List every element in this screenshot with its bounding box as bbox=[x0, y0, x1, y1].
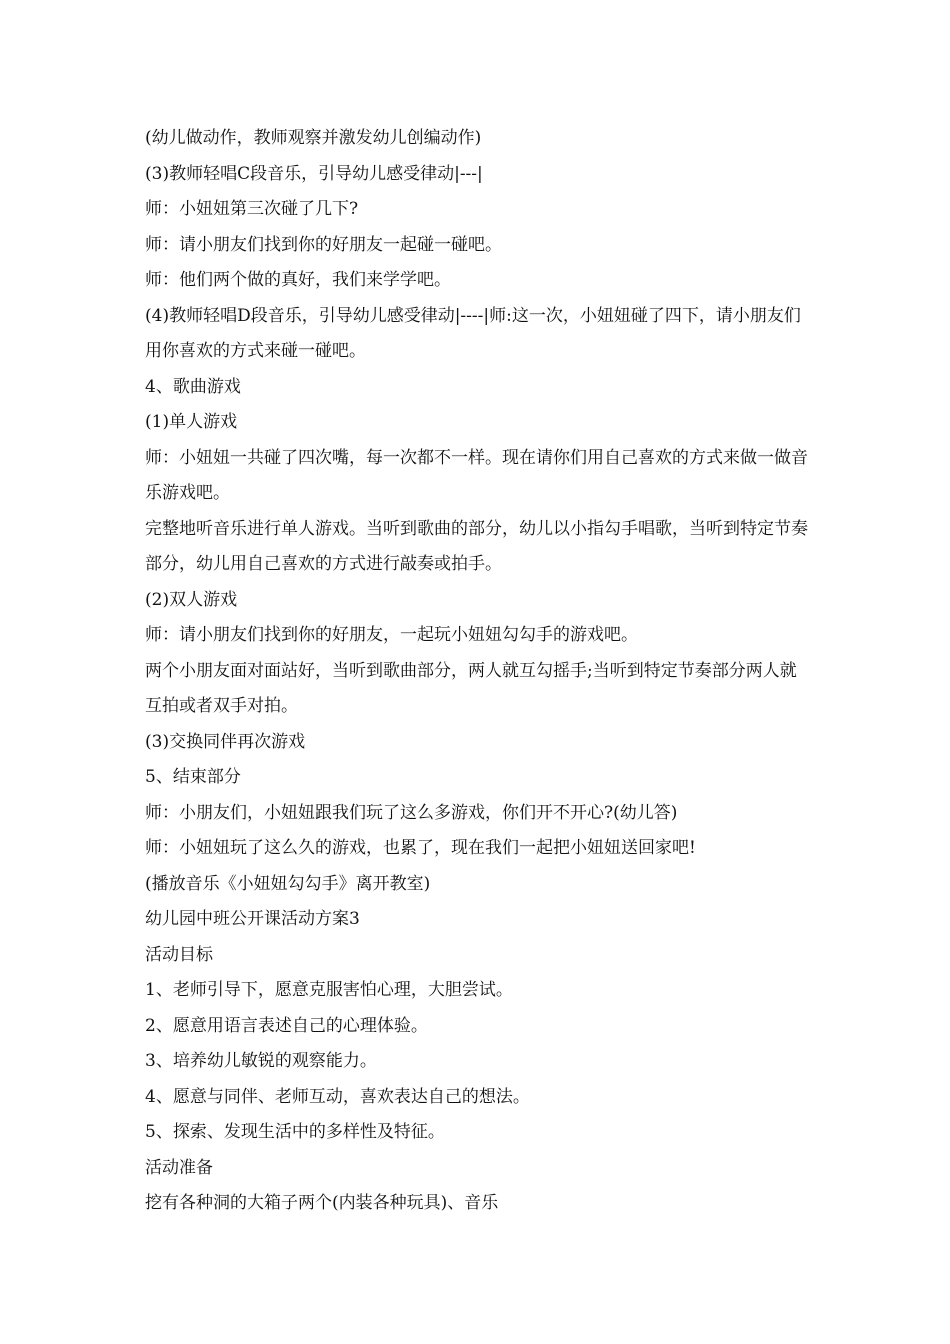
paragraph: 师：他们两个做的真好，我们来学学吧。 bbox=[145, 270, 451, 290]
paragraph: 师：请小朋友们找到你的好朋友，一起玩小妞妞勾勾手的游戏吧。 bbox=[145, 625, 638, 645]
paragraph: (3)教师轻唱C段音乐，引导幼儿感受律动|---| bbox=[145, 163, 483, 184]
subsection-heading: (1)单人游戏 bbox=[145, 412, 238, 432]
list-item: 2、愿意用语言表述自己的心理体验。 bbox=[145, 1015, 428, 1036]
document-title: 幼儿园中班公开课活动方案3 bbox=[145, 909, 360, 929]
section-heading: 5、结束部分 bbox=[145, 767, 241, 787]
section-heading: 4、歌曲游戏 bbox=[145, 376, 241, 397]
paragraph: (幼儿做动作，教师观察并激发幼儿创编动作) bbox=[145, 128, 482, 148]
paragraph: 师：小妞妞第三次碰了几下? bbox=[145, 199, 359, 219]
paragraph: 师：小妞妞玩了这么久的游戏，也累了，现在我们一起把小妞妞送回家吧! bbox=[145, 838, 696, 858]
paragraph: 挖有各种洞的大箱子两个(内装各种玩具)、音乐 bbox=[145, 1193, 499, 1213]
document-body bbox=[145, 121, 810, 1222]
list-item: 3、培养幼儿敏锐的观察能力。 bbox=[145, 1051, 377, 1071]
subsection-heading: (2)双人游戏 bbox=[145, 589, 238, 610]
paragraph: 师：小妞妞一共碰了四次嘴，每一次都不一样。现在请你们用自己喜欢的方式来做一做音乐游戏吧。 bbox=[145, 447, 808, 503]
paragraph: 完整地听音乐进行单人游戏。当听到歌曲的部分，幼儿以小指勾手唱歌，当听到特定节奏部分，幼儿用自己喜欢的方式进行敲奏或拍手。 bbox=[145, 518, 808, 574]
list-item: 4、愿意与同伴、老师互动，喜欢表达自己的想法。 bbox=[145, 1086, 530, 1107]
paragraph: (播放音乐《小妞妞勾勾手》离开教室) bbox=[145, 873, 431, 894]
paragraph: (4)教师轻唱D段音乐，引导幼儿感受律动|----|师:这一次，小妞妞碰了四下，请小朋友们用你喜欢的方式来碰一碰吧。 bbox=[145, 305, 801, 361]
list-item: 5、探索、发现生活中的多样性及特征。 bbox=[145, 1122, 445, 1142]
list-item: 1、老师引导下，愿意克服害怕心理，大胆尝试。 bbox=[145, 980, 513, 1000]
paragraph: 师：请小朋友们找到你的好朋友一起碰一碰吧。 bbox=[145, 234, 502, 255]
paragraph: 两个小朋友面对面站好，当听到歌曲部分，两人就互勾摇手;当听到特定节奏部分两人就互拍或者双手对拍。 bbox=[145, 660, 797, 716]
section-heading: 活动目标 bbox=[145, 944, 213, 965]
section-heading: 活动准备 bbox=[145, 1157, 213, 1178]
paragraph: 师：小朋友们，小妞妞跟我们玩了这么多游戏，你们开不开心?(幼儿答) bbox=[145, 802, 678, 823]
subsection-heading: (3)交换同伴再次游戏 bbox=[145, 731, 306, 752]
